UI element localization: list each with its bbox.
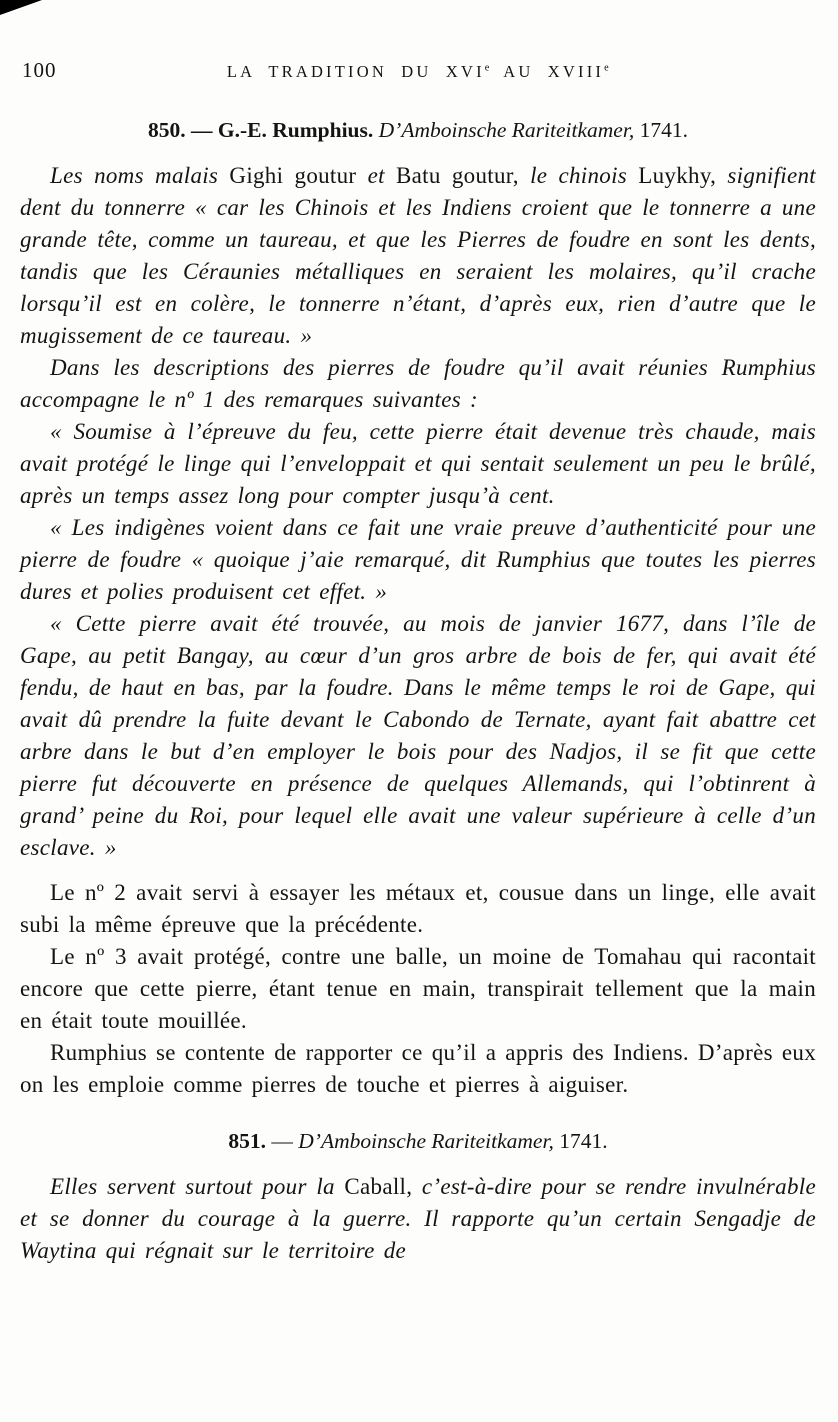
paragraph: Rumphius se contente de rapporter ce qu’il a appris des Indiens. D’après eux on les emploie comme pierres de touche et pierres à aiguiser. — [20, 1040, 816, 1097]
running-title: LA TRADITION DU XVIe AU XVIIIe — [226, 62, 610, 81]
paragraph: Le nº 3 avait protégé, contre une balle, un moine de Tomahau qui racontait encore que cette pierre, étant tenue en main, transpirait tellement que la main en était toute mouillée. — [20, 944, 816, 1033]
paragraph: Dans les descriptions des pierres de foudre qu’il avait réunies Rumphius accompagne le nº 1 des remarques suivantes : — [20, 355, 816, 412]
page-header — [20, 56, 816, 88]
page-number: 100 — [22, 58, 57, 82]
paragraph: « Les indigènes voient dans ce fait une vraie preuve d’authenticité pour une pierre de foudre « quoique j’aie remarqué, dit Rumphius que toutes les pierres dures et polies produisent cet effet. » — [20, 515, 816, 604]
entry-heading: 851. — D’Amboinsche Rariteitkamer, 1741. — [228, 1129, 608, 1153]
entry-851 — [20, 1129, 816, 1267]
paragraph: Le nº 2 avait servi à essayer les métaux et, cousue dans un linge, elle avait subi la même épreuve que la précédente. — [20, 880, 816, 937]
scan-artifact — [0, 0, 42, 15]
paragraph: « Soumise à l’épreuve du feu, cette pierre était devenue très chaude, mais avait protégé le linge qui l’enveloppait et qui sentait seulement un peu le brûlé, après un temps assez long pour compter jusqu’à cent. — [20, 419, 816, 508]
entry-heading: 850. — G.-E. Rumphius. D’Amboinsche Rariteitkamer, 1741. — [148, 118, 688, 142]
paragraph: « Cette pierre avait été trouvée, au mois de janvier 1677, dans l’île de Gape, au petit Bangay, au cœur d’un gros arbre de bois de fer, qui avait été fendu, de haut en bas, par la foudre. Dans le même temps le roi de Gape, qui avait dû prendre la fuite devant le Cabondo de Ternate, ayant fait abattre cet arbre dans le but d’en employer le bois pour des Nadjos, il se fit que cette pierre fut découverte en présence de quelques Allemands, qui l’obtinrent à grand’ peine du Roi, pour lequel elle avait une valeur supérieure à celle d’un esclave. » — [20, 611, 816, 860]
paragraph: Les noms malais Gighi goutur et Batu goutur, le chinois Luykhy, signifient dent du tonnerre « car les Chinois et les Indiens croient que le tonnerre a une grande tête, comme un taureau, et que les Pierres de foudre en sont les dents, tandis que les Céraunies métalliques en seraient les molaires, qu’il crache lorsqu’il est en colère, le tonnerre n’étant, d’après eux, rien d’autre que le mugissement de ce taureau. » — [20, 163, 817, 348]
entry-850 — [20, 118, 816, 1101]
paragraph: Elles servent surtout pour la Caball, c’est-à-dire pour se rendre invulnérable et se donner du courage à la guerre. Il rapporte qu’un certain Sengadje de Waytina qui régnait sur le territoire de — [20, 1174, 816, 1263]
